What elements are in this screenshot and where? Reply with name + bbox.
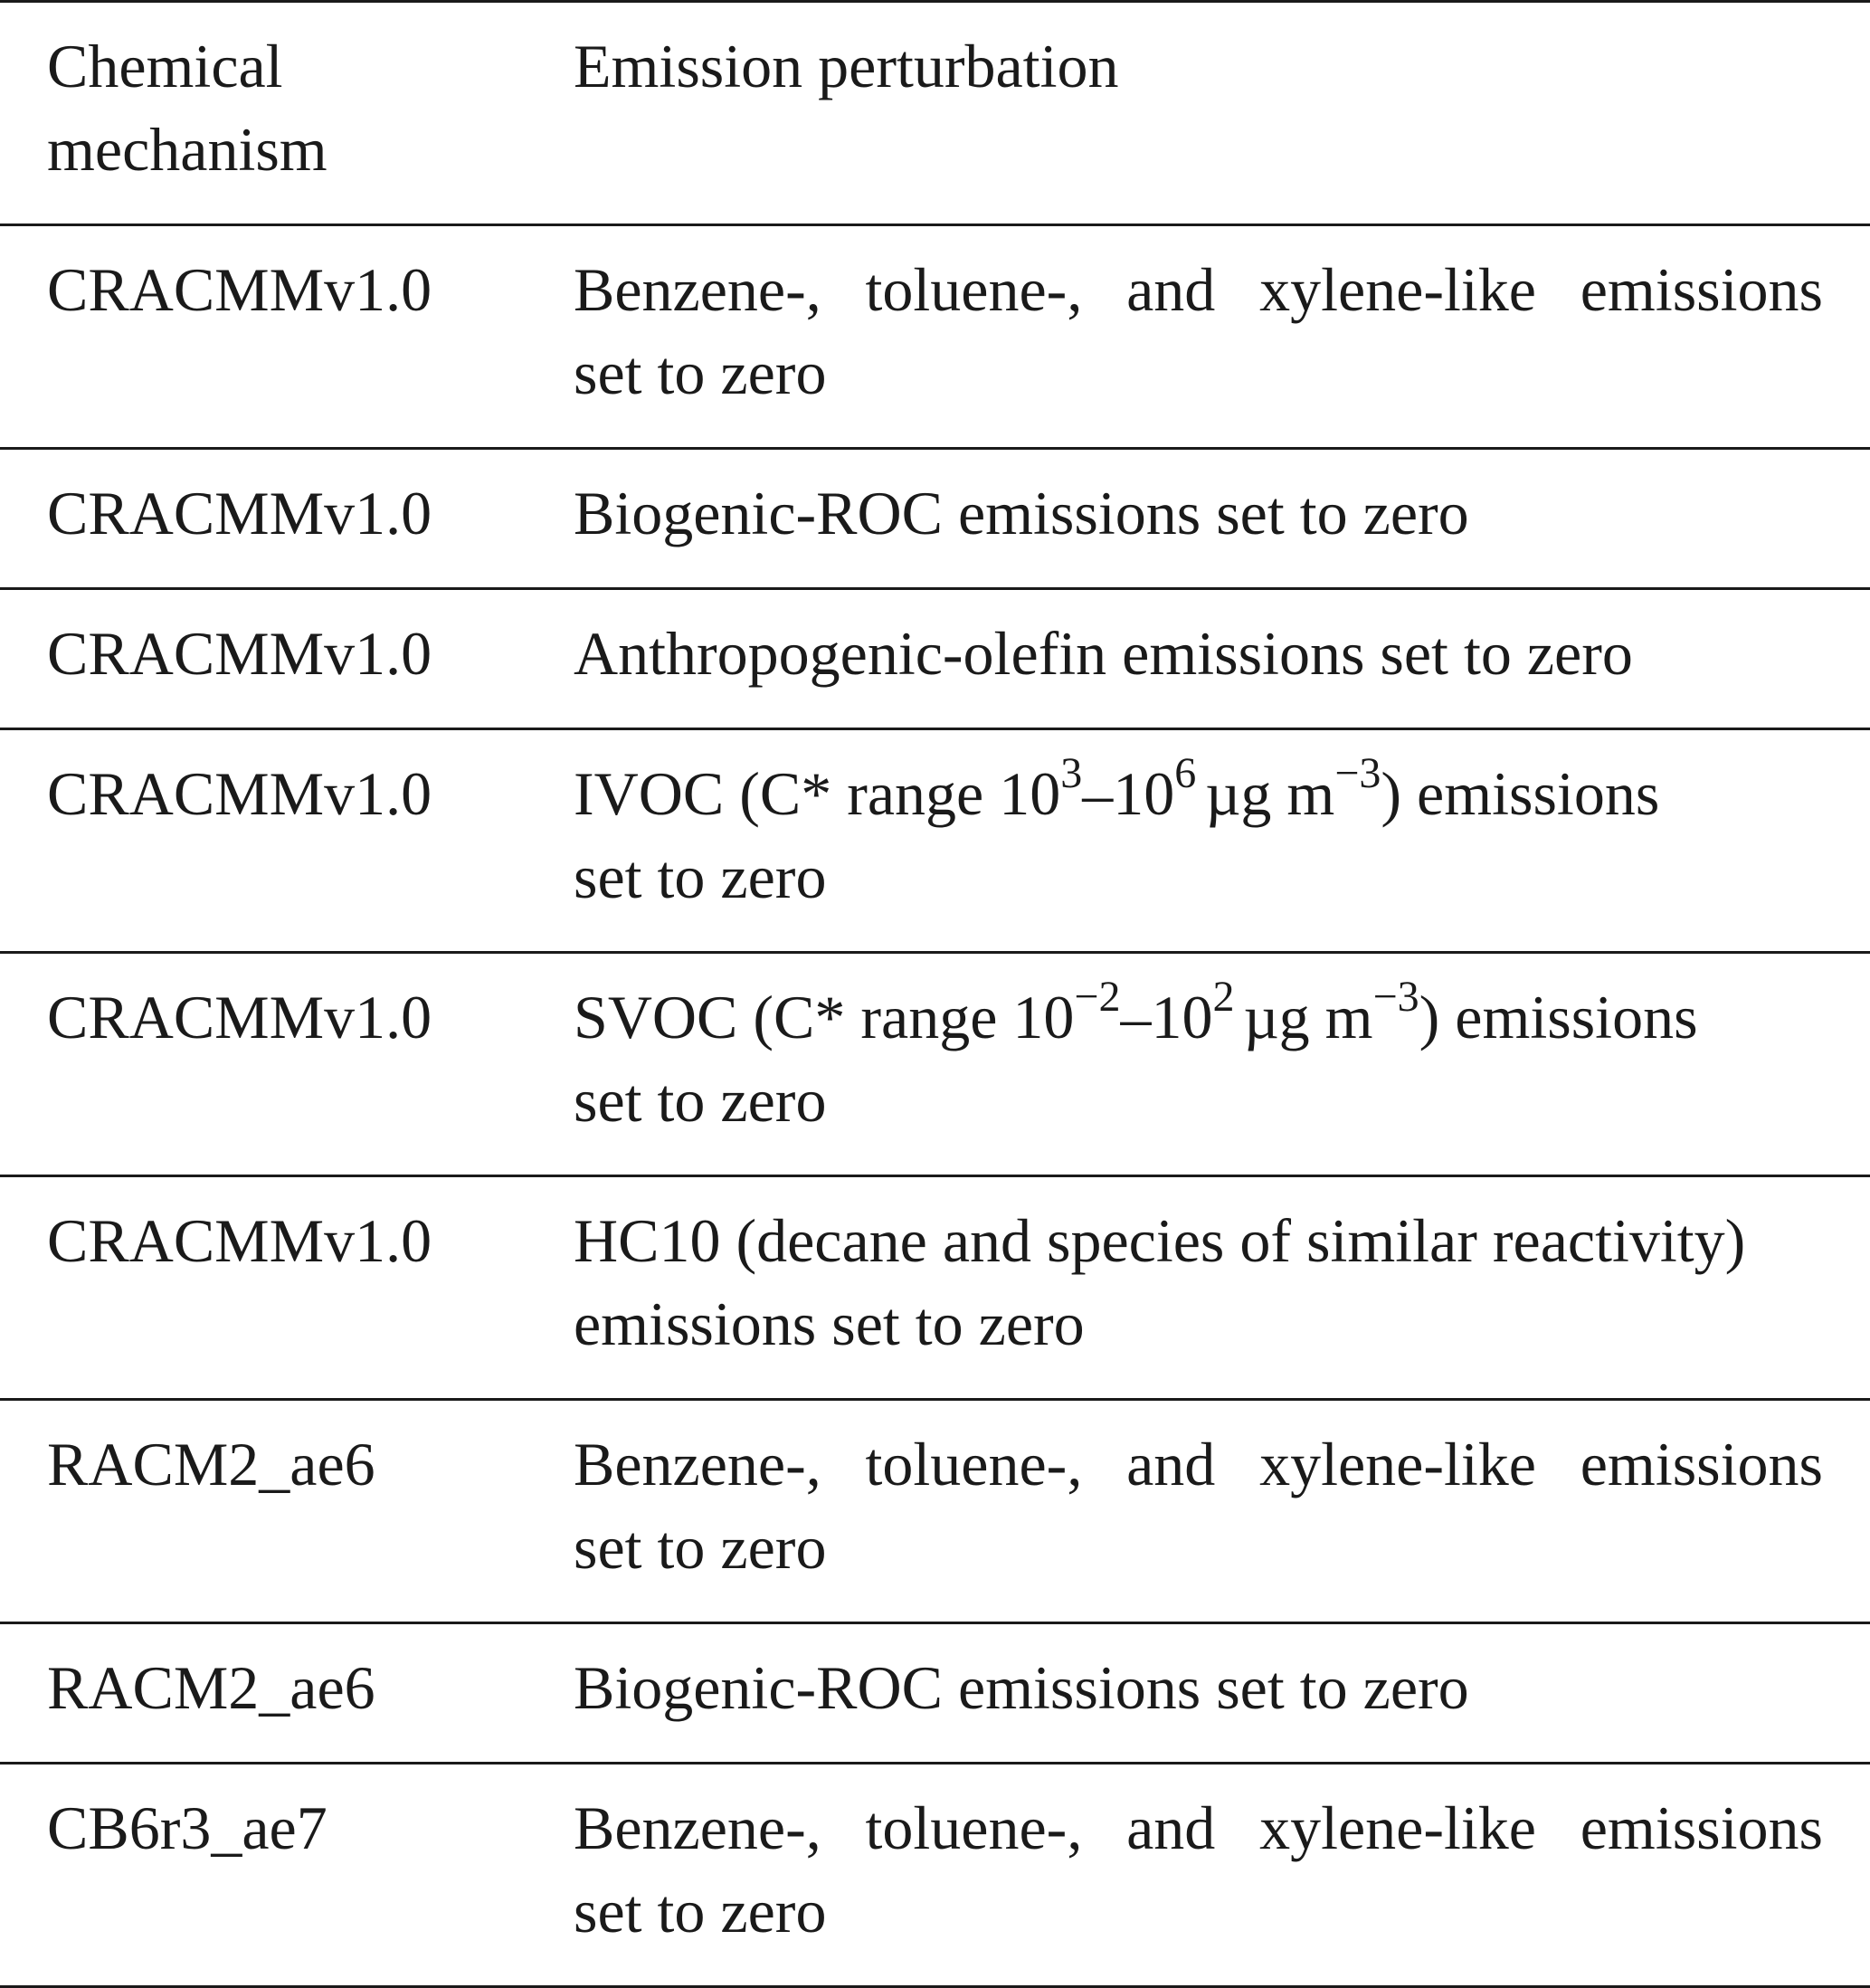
- header-chemical-mechanism: [0, 2, 574, 225]
- header-emission-perturbation: Emission perturbation: [574, 2, 1870, 225]
- table-header-row: [0, 2, 1870, 225]
- perturbation-cell: [574, 1176, 1870, 1400]
- table-row: [0, 1623, 1870, 1764]
- table-row: [0, 953, 1870, 1176]
- perturbation-cell: [574, 729, 1870, 953]
- svoc-exp2: 2: [1212, 973, 1235, 1022]
- table-row: [0, 589, 1870, 729]
- perturbation-line: set to zero: [574, 1513, 827, 1582]
- header-mechanism-line2: mechanism: [47, 115, 327, 184]
- svoc-prefix: SVOC (C* range 10: [574, 983, 1075, 1051]
- perturbation-line: Biogenic-ROC emissions set to zero: [574, 1653, 1469, 1722]
- perturbation-line: Anthropogenic-olefin emissions set to zero: [574, 619, 1633, 688]
- perturbation-cell: [574, 225, 1870, 449]
- table-row: [0, 225, 1870, 449]
- ivoc-exp1: 3: [1060, 749, 1083, 798]
- ivoc-exp3: −3: [1334, 749, 1381, 798]
- table-row: [0, 1176, 1870, 1400]
- perturbation-cell: [574, 589, 1870, 729]
- svoc-exp3: −3: [1372, 973, 1419, 1022]
- perturbation-cell: [574, 1623, 1870, 1764]
- table-row: [0, 449, 1870, 589]
- perturbation-cell: [574, 1400, 1870, 1623]
- svoc-units: µg m: [1243, 983, 1373, 1051]
- ivoc-line: [574, 749, 1823, 835]
- mechanism-cell: CRACMMv1.0: [0, 953, 574, 1176]
- perturbation-line: emissions set to zero: [574, 1289, 1085, 1358]
- perturbation-line: Benzene-, toluene-, and xylene-like emissions: [574, 1793, 1823, 1862]
- mechanism-cell: RACM2_ae6: [0, 1623, 574, 1764]
- perturbation-line: Benzene-, toluene-, and xylene-like emissions: [574, 1430, 1823, 1498]
- perturbation-line: HC10 (decane and species of similar reactivity): [574, 1206, 1746, 1275]
- table-row: [0, 1764, 1870, 1987]
- mechanism-cell: RACM2_ae6: [0, 1400, 574, 1623]
- table-row: [0, 1400, 1870, 1623]
- mechanism-cell: CRACMMv1.0: [0, 729, 574, 953]
- perturbation-line: set to zero: [574, 1877, 827, 1945]
- ivoc-suffix: ) emissions: [1381, 759, 1660, 828]
- mechanism-cell: CRACMMv1.0: [0, 589, 574, 729]
- ivoc-prefix: IVOC (C* range 10: [574, 759, 1061, 828]
- ivoc-mid: –10: [1082, 759, 1175, 828]
- perturbation-cell: [574, 953, 1870, 1176]
- svoc-mid: –10: [1120, 983, 1213, 1051]
- perturbation-cell: [574, 1764, 1870, 1987]
- table-row: [0, 729, 1870, 953]
- svoc-exp1: −2: [1074, 973, 1121, 1022]
- mechanism-cell: CB6r3_ae7: [0, 1764, 574, 1987]
- ivoc-units: µg m: [1205, 759, 1335, 828]
- mechanism-cell: CRACMMv1.0: [0, 449, 574, 589]
- perturbation-cell: [574, 449, 1870, 589]
- svoc-suffix: ) emissions: [1419, 983, 1698, 1051]
- perturbation-line: Biogenic-ROC emissions set to zero: [574, 479, 1469, 547]
- perturbation-line: set to zero: [574, 1066, 827, 1135]
- perturbation-line: Benzene-, toluene-, and xylene-like emissions: [574, 255, 1823, 324]
- mechanism-cell: CRACMMv1.0: [0, 225, 574, 449]
- svoc-line: [574, 975, 1823, 1059]
- mechanism-cell: CRACMMv1.0: [0, 1176, 574, 1400]
- ivoc-exp2: 6: [1174, 749, 1197, 798]
- perturbation-line: set to zero: [574, 842, 827, 911]
- header-mechanism-line1: Chemical: [47, 32, 283, 100]
- perturbation-line: set to zero: [574, 338, 827, 407]
